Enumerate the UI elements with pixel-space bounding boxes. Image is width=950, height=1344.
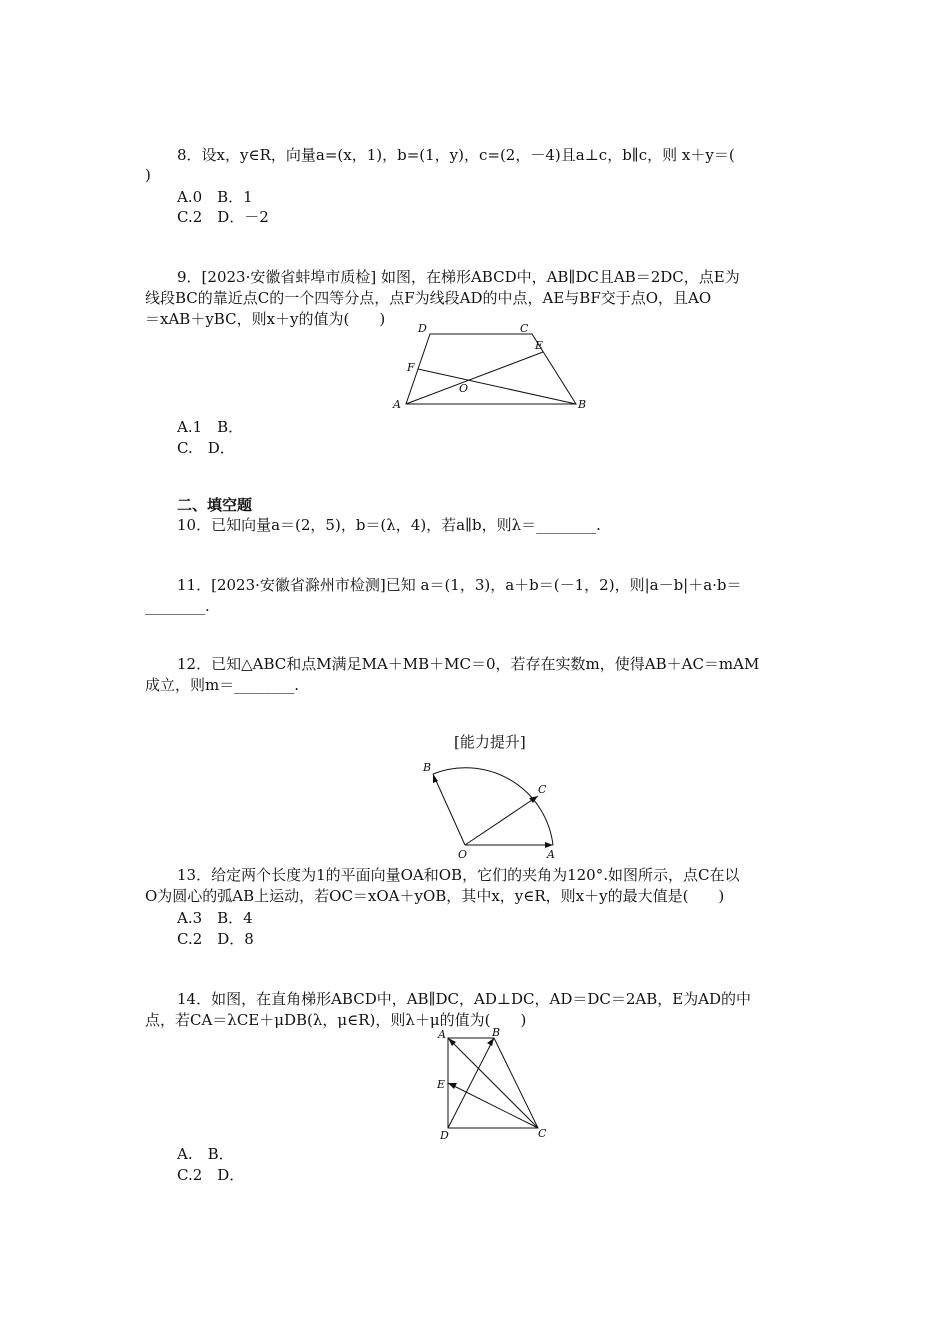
q8-text-line1: 8．设x，y∈R，向量a=(x，1)，b=(1，y)，c=(2，－4)且a⊥c，b∥c，则 x＋y＝( [177, 146, 735, 164]
q13-options-ab: A.3 B．4 [177, 909, 253, 927]
q9-label-f: F [407, 361, 415, 374]
q9-text-line3: ＝xAB＋yBC，则x＋y的值为( ) [145, 310, 386, 328]
q14-options-ab: A. B． [177, 1145, 234, 1163]
q9-text-line1: 9．[2023·安徽省蚌埠市质检] 如图，在梯形ABCD中，AB∥DC且AB＝2DC，点E为 [177, 268, 740, 286]
q13-label-o: O [458, 848, 468, 861]
q10-text-line1: 10．已知向量a＝(2，5)，b＝(λ，4)，若a∥b，则λ＝________. [177, 516, 601, 534]
q9-text-line2: 线段BC的靠近点C的一个四等分点，点F为线段AD的中点，AE与BF交于点O，且AO [145, 289, 712, 307]
q12-text-line2: 成立，则m＝________. [145, 676, 299, 694]
q9-trapezoid-figure [390, 322, 600, 414]
q8-text-line2: ) [145, 166, 151, 184]
q11-text-line1: 11．[2023·安徽省滁州市检测]已知 a＝(1，3)，a＋b＝(－1，2)，则|a－b|＋a·b＝ [177, 576, 742, 594]
q12-text-line1: 12．已知△ABC和点M满足MA＋MB＋MC＝0，若存在实数m，使得AB＋AC＝mAM [177, 655, 760, 673]
q9-label-d: D [418, 322, 427, 335]
q13-label-b: B [423, 761, 432, 774]
q9-label-a: A [393, 398, 401, 411]
q13-text-line1: 13．给定两个长度为1的平面向量OA和OB，它们的夹角为120°.如图所示，点C在以 [177, 866, 740, 884]
q9-label-c: C [520, 322, 529, 335]
q13-arc-figure [420, 754, 570, 861]
q14-label-e: E [437, 1078, 446, 1091]
section-heading-fill-in: 二、填空题 [177, 496, 253, 514]
q14-label-b: B [492, 1026, 501, 1039]
q9-options-cd: C. D． [177, 439, 235, 457]
q13-label-c: C [538, 783, 547, 796]
q13-options-cd: C.2 D．8 [177, 930, 254, 948]
q9-options-ab: A.1 B． [177, 418, 244, 436]
q14-label-d: D [440, 1129, 449, 1142]
q9-label-b: B [578, 398, 587, 411]
q9-label-o: O [459, 382, 469, 395]
q14-text-line1: 14．如图，在直角梯形ABCD中，AB∥DC，AD⊥DC，AD＝DC＝2AB，E为AD的中 [177, 990, 752, 1008]
q11-text-line2: ________. [145, 597, 210, 615]
q14-text-line2: 点，若CA＝λCE＋μDB(λ，μ∈R)，则λ＋μ的值为( ) [145, 1011, 527, 1029]
q8-options-ab: A.0 B．1 [177, 188, 253, 206]
q14-options-cd: C.2 D． [177, 1166, 245, 1184]
q14-label-a: A [438, 1028, 446, 1041]
q13-label-a: A [547, 848, 555, 861]
q13-text-line2: O为圆心的弧AB上运动，若OC＝xOA＋yOB，其中x，y∈R，则x＋y的最大值是( ) [145, 887, 725, 905]
q14-label-c: C [538, 1127, 547, 1140]
q8-options-cd: C.2 D．－2 [177, 208, 269, 226]
q9-label-e: E [535, 339, 544, 352]
section-heading-ability: [能力提升] [454, 733, 526, 751]
q14-right-trapezoid-figure [432, 1028, 552, 1142]
